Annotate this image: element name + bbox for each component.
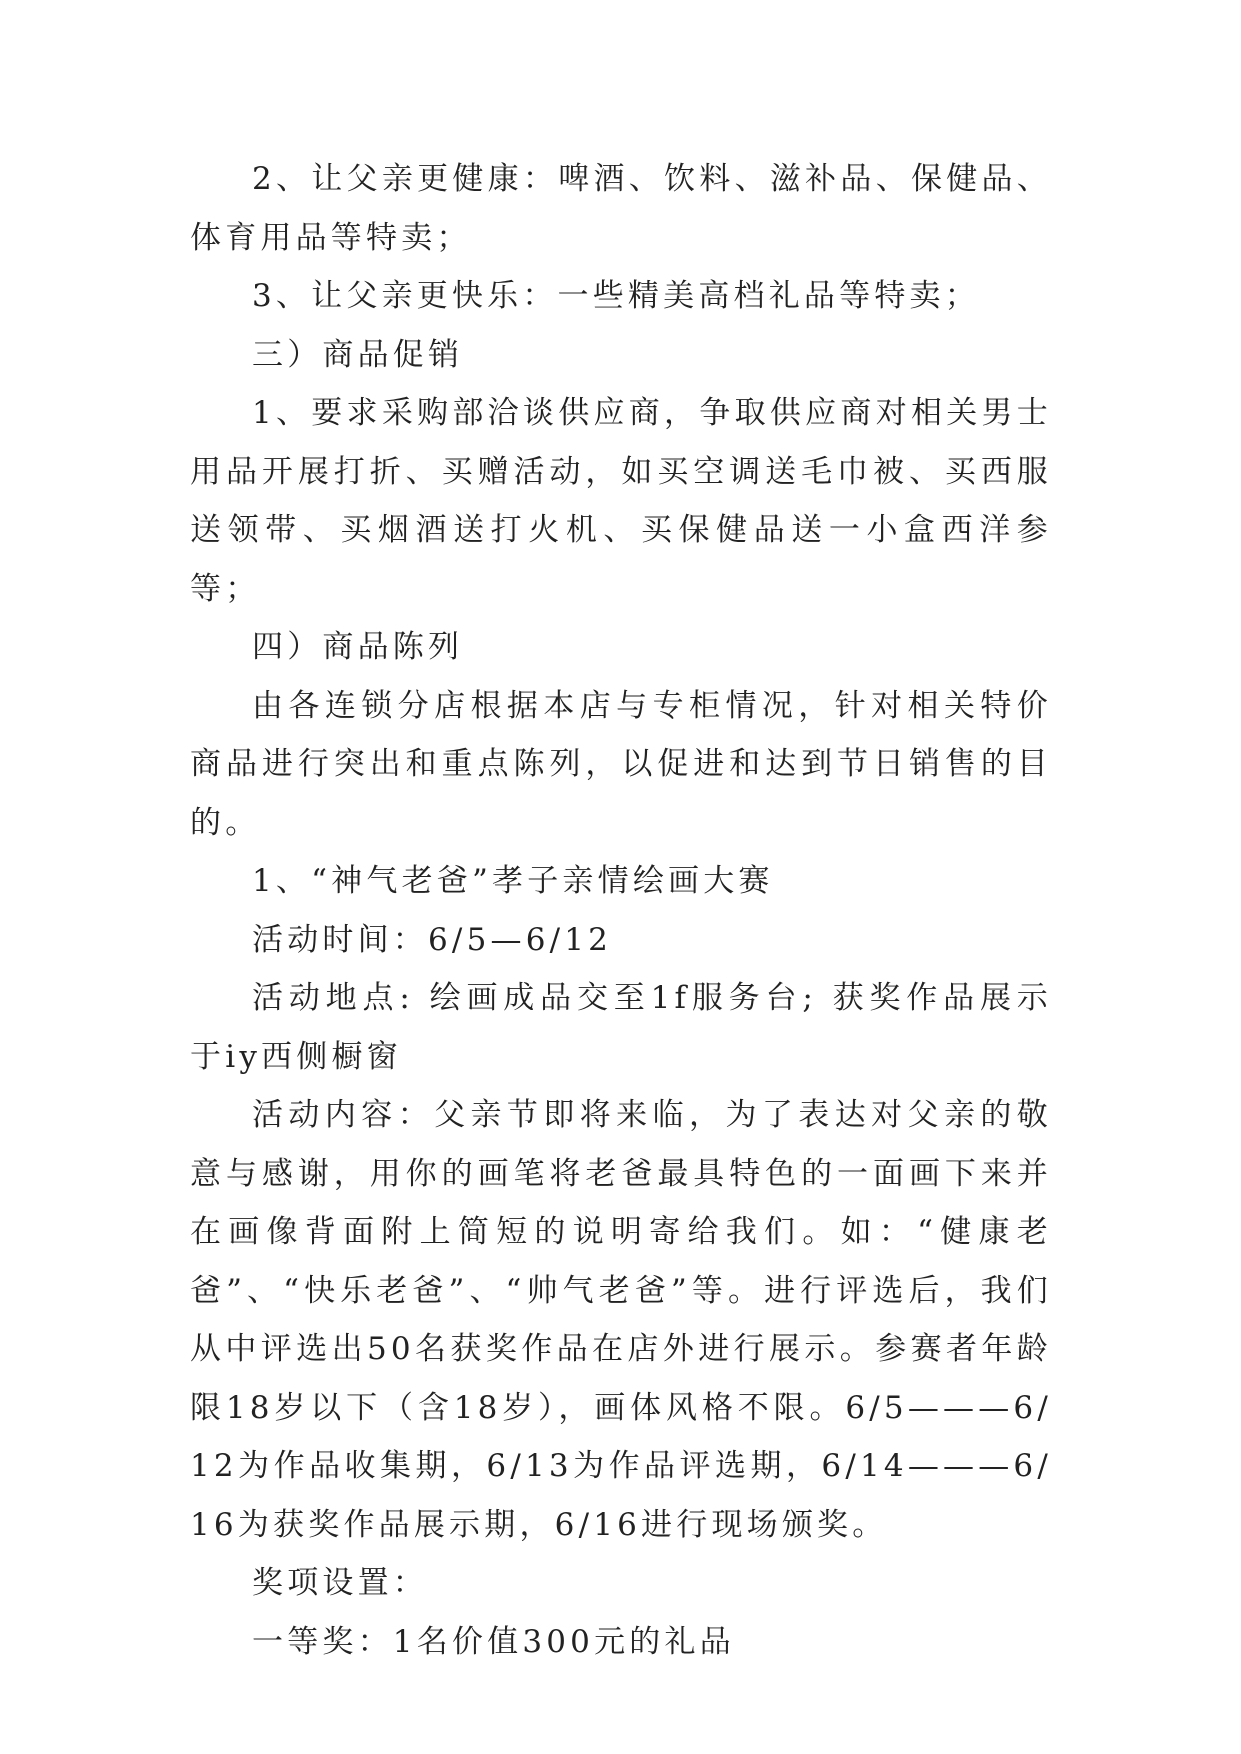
document-body xyxy=(190,150,1052,1671)
activity-content: 活动内容：父亲节即将来临，为了表达对父亲的敬意与感谢，用你的画笔将老爸最具特色的一面画下来并在画像背面附上简短的说明寄给我们。如：“健康老爸”、“快乐老爸”、“帅气老爸”等。进行评选后，我们从中评选出50名获奖作品在店外进行展示。参赛者年龄限18岁以下（含18岁），画体风格不限。6/5———6/12为作品收集期，6/13为作品评选期，6/14———6/16为获奖作品展示期，6/16进行现场颁奖。 xyxy=(190,1097,1052,1543)
paragraph-supplier-promotion: 1、要求采购部洽谈供应商，争取供应商对相关男士用品开展打折、买赠活动，如买空调送毛巾被、买西服送领带、买烟酒送打火机、买保健品送一小盒西洋参等； xyxy=(190,395,1052,607)
first-prize: 一等奖：1名价值300元的礼品 xyxy=(252,1623,735,1660)
activity-time: 活动时间：6/5—6/12 xyxy=(252,921,613,958)
section-heading-promotion: 三）商品促销 xyxy=(252,336,464,373)
paragraph-health-items: 2、让父亲更健康：啤酒、饮料、滋补品、保健品、体育用品等特卖； xyxy=(190,161,1052,256)
activity-title: 1、“神气老爸”孝子亲情绘画大赛 xyxy=(252,863,774,899)
awards-heading: 奖项设置： xyxy=(252,1565,428,1601)
activity-location: 活动地点: 绘画成品交至1f服务台; 获奖作品展示于iy西侧橱窗 xyxy=(190,980,1052,1075)
paragraph-happy-items: 3、让父亲更快乐：一些精美高档礼品等特卖； xyxy=(252,278,980,314)
paragraph-display: 由各连锁分店根据本店与专柜情况，针对相关特价商品进行突出和重点陈列，以促进和达到节日销售的目的。 xyxy=(190,687,1052,841)
section-heading-display: 四）商品陈列 xyxy=(252,629,464,665)
